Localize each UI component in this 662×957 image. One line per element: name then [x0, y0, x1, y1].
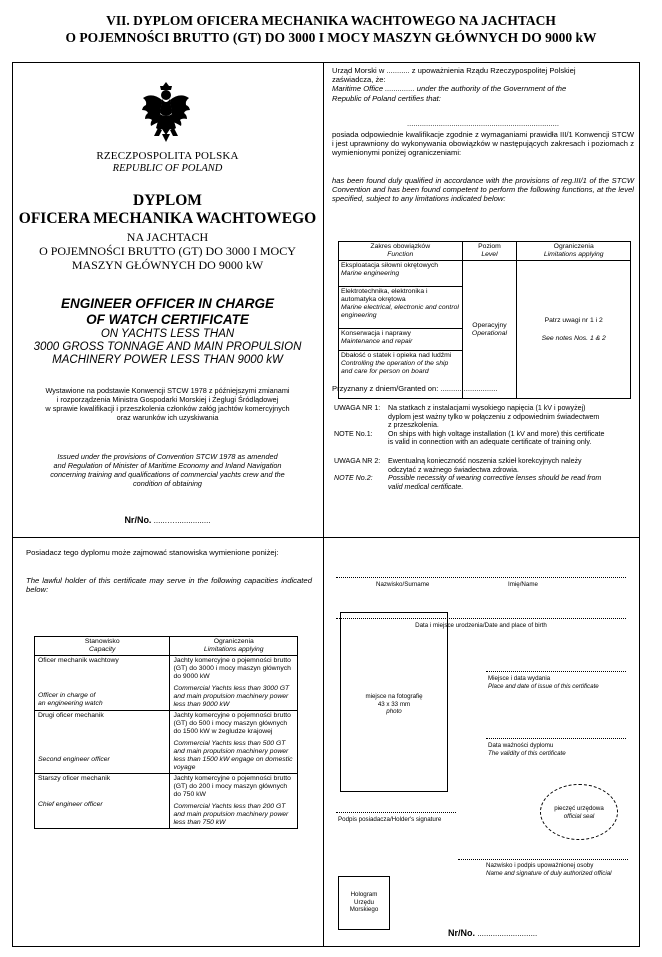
issued-en-line-3: concerning training and qualifications of commercial yachts crew and the	[50, 470, 285, 479]
urzad-line-1: Urząd Morski w ........... z upoważnienia Rządu Rzeczypospolitej Polskiej	[332, 66, 576, 75]
subtitle-pl-line-3: MASZYN GŁÓWNYCH DO 9000 kW	[71, 258, 264, 272]
header-line-1: VII. DYPLOM OFICERA MECHANIKA WACHTOWEGO NA JACHTACH	[106, 13, 556, 28]
official-signature-label: Nazwisko i podpis upoważnionej osoby Name and signature of duly authorized official	[486, 862, 612, 877]
subtitle-en-line-2: 3000 GROSS TONNAGE AND MAIN PROPULSION	[33, 341, 302, 353]
photo-placeholder	[340, 612, 448, 792]
nr-dots: ......…................	[151, 516, 211, 525]
issued-pl-line-3: w sprawie kwalifikacji i przeszkolenia członków załóg jachtów komercyjnych	[45, 404, 290, 413]
surname-label: Nazwisko/Surname	[376, 581, 430, 588]
issue-line	[486, 671, 626, 672]
issued-pl-line-4: oraz warunków ich uzyskiwania	[116, 413, 219, 422]
maritime-line-1: Maritime Office .............. under the authority of the Government of the	[332, 84, 567, 94]
function-cell: Elektrotechnika, elektronika i automatyka okrętowa Marine electrical, electronic and control engineering	[339, 287, 463, 329]
capacities-intro-pl: Posiadacz tego dyplomu może zajmować stanowiska wymienione poniżej:	[26, 548, 279, 557]
holder-name-dots: ........................................................................	[407, 119, 559, 128]
capacity-cell: Drugi oficer mechanik Second engineer officer	[35, 711, 170, 774]
hologram-placeholder	[338, 876, 390, 930]
authority-block	[332, 66, 634, 103]
issued-pl-line-1: Wystawione na podstawie Konwencji STCW 1978 z późniejszymi zmianami	[45, 386, 290, 395]
polish-eagle-emblem	[140, 78, 192, 144]
title-pl-line-2: OFICERA MECHANIKA WACHTOWEGO	[18, 210, 317, 227]
holder-signature-label: Podpis posiadacza/Holder's signature	[338, 816, 442, 823]
limitation-cell: Jachty komercyjne o pojemności brutto (GT) do 500 i mocy maszyn głównych do 1500 kW w żegludze krajowej Commercial Yachts less than 500 GT and main propulsion machinery power less than 1500 kW engage on domestic voyage	[170, 711, 298, 774]
issued-basis-en	[12, 452, 323, 488]
name-label: Imię/Name	[508, 581, 538, 588]
function-cell: Konserwacja i naprawy Maintenance and repair	[339, 329, 463, 351]
urzad-line-2: zaświadcza, że:	[332, 75, 386, 85]
vertical-divider	[323, 62, 324, 947]
limitations-col-header: Ograniczenia Limitations applying	[517, 242, 631, 261]
capacities-table-header	[35, 637, 298, 656]
function-cell: Eksploatacja siłowni okrętowych Marine engineering	[339, 261, 463, 287]
title-en-line-1: ENGINEER OFFICER IN CHARGE	[60, 296, 274, 311]
issued-en-line-1: Issued under the provisions of Convention STCW 1978 as amended	[57, 452, 278, 461]
hologram-label: Hologram Urzędu Morskiego	[349, 891, 379, 913]
capacity-cell: Starszy oficer mechanik Chief engineer officer	[35, 774, 170, 829]
validity-line	[486, 738, 626, 739]
birth-label: Data i miejsce urodzenia/Date and place of birth	[415, 622, 547, 629]
capacities-intro-en: The lawful holder of this certificate may serve in the following capacities indicated below:	[26, 576, 312, 595]
limitations-cell: Patrz uwagi nr 1 i 2 See notes Nos. 1 & 2	[517, 261, 631, 399]
note-2-pl: UWAGA NR 2: Ewentualną konieczność noszenia szkieł korekcyjnych należy odczytać z ważnego świadectwa zdrowia.	[334, 456, 582, 474]
nr-label: Nr/No.	[448, 928, 475, 938]
qualification-text-en: has been found duly qualified in accordance with the provisions of reg.III/1 of the STCW Convention and has been found competent to perform the following functions, at the level specified, subject to any limitations indicated below:	[332, 176, 634, 204]
functions-table-header	[339, 242, 631, 261]
certificate-number-front	[12, 510, 323, 528]
subtitle-pl-line-2: O POJEMNOŚCI BRUTTO (GT) DO 3000 I MOCY	[39, 244, 296, 258]
issued-pl-line-2: i rozporządzenia Ministra Gospodarki Morskiej i Żeglugi Śródlądowej	[56, 395, 279, 404]
note-1-pl: UWAGA NR 1: Na statkach z instalacjami wysokiego napięcia (1 kV i powyżej) dyplom jest ważny tylko w połączeniu z odpowiednim świadectwem z przeszkolenia.	[334, 404, 600, 430]
capacity-cell: Oficer mechanik wachtowy Officer in charge of an engineering watch	[35, 656, 170, 711]
table-row	[35, 711, 298, 774]
level-col-header: Poziom Level	[462, 242, 517, 261]
nr-dots: ...........................	[475, 929, 538, 938]
table-row	[339, 261, 631, 287]
validity-label: Data ważności dyplomu The validity of this certificate	[488, 742, 566, 757]
title-pl-line-1: DYPLOM	[133, 192, 202, 209]
note-1-en: NOTE No.1: On ships with high voltage installation (1 kV and more) this certificate is valid in connection with an adequate certificate of training only.	[334, 429, 605, 447]
functions-table	[338, 241, 631, 399]
country-name-pl: RZECZPOSPOLITA POLSKA	[96, 150, 239, 162]
photo-label: miejsce na fotografię 43 x 33 mm photo	[365, 693, 423, 715]
surname-name-line	[336, 577, 626, 578]
function-cell: Dbałość o statek i opieka nad ludźmi Controlling the operation of the ship and care for person on board	[339, 351, 463, 399]
issued-en-line-2: and Regulation of Minister of Maritime Economy and Inland Navigation	[53, 461, 282, 470]
limitations-col-header: Ograniczenia Limitations applying	[170, 637, 298, 656]
table-row	[35, 656, 298, 711]
place-date-label: Miejsce i data wydania Place and date of issue of this certificate	[488, 675, 599, 690]
certificate-number-back	[448, 923, 537, 941]
issued-en-line-4: condition of obtaining	[133, 479, 202, 488]
limitation-cell: Jachty komercyjne o pojemności brutto (GT) do 200 i mocy maszyn głównych do 750 kW Commercial Yachts less than 200 GT and main propulsion machinery power less than 750 kW	[170, 774, 298, 829]
note-2-en: NOTE No.2: Possible necessity of wearing corrective lenses should be read from valid medical certificate.	[334, 474, 602, 491]
title-en-line-2: OF WATCH CERTIFICATE	[86, 312, 249, 327]
capacity-col-header: Stanowisko Capacity	[35, 637, 170, 656]
document-header	[0, 12, 662, 46]
capacities-table	[34, 636, 298, 829]
limitation-cell: Jachty komercyjne o pojemności brutto (GT) do 3000 i mocy maszyn głównych do 9000 kW Commercial Yachts less than 3000 GT and main propulsion machinery power less than 9000 kW	[170, 656, 298, 711]
official-signature-line	[458, 859, 628, 860]
official-seal-placeholder	[540, 784, 618, 840]
country-name-en: REPUBLIC OF POLAND	[112, 163, 223, 174]
qualification-text-pl: posiada odpowiednie kwalifikacje zgodnie z wymaganiami prawidła III/1 Konwencji STCW i jest uprawniony do wykonywania obowiązków w następujących zakresach i poziomach z wymienionymi poniżej ograniczeniami:	[332, 130, 634, 158]
subtitle-en-line-1: ON YACHTS LESS THAN	[100, 328, 235, 340]
level-cell: Operacyjny Operational	[462, 261, 517, 399]
notes-block	[334, 404, 634, 491]
subtitle-pl-line-1: NA JACHTACH	[126, 230, 209, 244]
maritime-line-2: Republic of Poland certifies that:	[332, 93, 441, 103]
table-row	[35, 774, 298, 829]
subtitle-en-line-3: MACHINERY POWER LESS THAN 9000 kW	[52, 354, 283, 366]
issued-basis-pl	[12, 386, 323, 422]
holder-signature-line	[336, 812, 456, 813]
nr-label: Nr/No.	[124, 515, 152, 525]
function-col-header: Zakres obowiązków Function	[339, 242, 463, 261]
horizontal-divider	[12, 537, 640, 538]
header-line-2: O POJEMNOŚCI BRUTTO (GT) DO 3000 I MOCY MASZYN GŁÓWNYCH DO 9000 kW	[65, 30, 597, 45]
granted-on: Przyznany z dniem/Granted on: ...........................	[332, 384, 498, 393]
seal-label: pieczęć urzędowa official seal	[554, 805, 604, 820]
